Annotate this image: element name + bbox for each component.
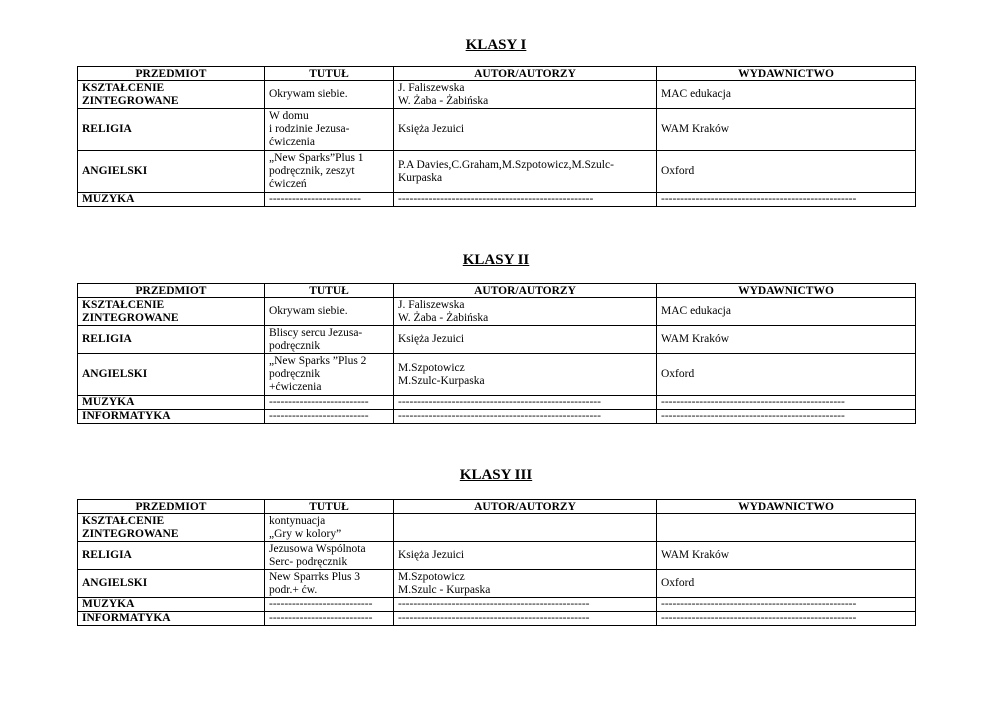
subject-cell: KSZTAŁCENIE ZINTEGROWANE bbox=[78, 81, 265, 109]
title-cell: „New Sparks ”Plus 2 podręcznik +ćwiczenia bbox=[265, 354, 394, 396]
table-header-row bbox=[78, 67, 916, 81]
author-cell: ----------------------------------------------------- bbox=[394, 396, 657, 410]
section-klasy-2 bbox=[77, 251, 915, 424]
table-header-row bbox=[78, 500, 916, 514]
book-table bbox=[77, 66, 916, 207]
section-title: KLASY I bbox=[465, 37, 527, 53]
table-row bbox=[78, 193, 916, 207]
author-cell: Księża Jezuici bbox=[394, 109, 657, 151]
subject-cell: RELIGIA bbox=[78, 109, 265, 151]
subject-cell: RELIGIA bbox=[78, 542, 265, 570]
table-row bbox=[78, 396, 916, 410]
title-cell: Okrywam siebie. bbox=[265, 298, 394, 326]
header-subject: PRZEDMIOT bbox=[78, 67, 265, 81]
section-klasy-1 bbox=[77, 36, 915, 207]
book-table bbox=[77, 499, 916, 626]
title-cell: --------------------------- bbox=[265, 612, 394, 626]
table-row bbox=[78, 410, 916, 424]
table-header-row bbox=[78, 284, 916, 298]
publisher-cell: ------------------------------------------------ bbox=[657, 410, 916, 424]
title-cell: Bliscy sercu Jezusa- podręcznik bbox=[265, 326, 394, 354]
publisher-cell: MAC edukacja bbox=[657, 81, 916, 109]
title-cell: -------------------------- bbox=[265, 410, 394, 424]
subject-cell: MUZYKA bbox=[78, 396, 265, 410]
publisher-cell: WAM Kraków bbox=[657, 109, 916, 151]
title-cell: ------------------------ bbox=[265, 193, 394, 207]
author-cell: Księża Jezuici bbox=[394, 326, 657, 354]
subject-cell: MUZYKA bbox=[78, 598, 265, 612]
author-cell: --------------------------------------------------- bbox=[394, 193, 657, 207]
publisher-cell: ------------------------------------------------ bbox=[657, 396, 916, 410]
table-row bbox=[78, 570, 916, 598]
table-row bbox=[78, 542, 916, 570]
author-cell: -------------------------------------------------- bbox=[394, 612, 657, 626]
author-cell: -------------------------------------------------- bbox=[394, 598, 657, 612]
subject-cell: INFORMATYKA bbox=[78, 410, 265, 424]
header-title: TUTUŁ bbox=[265, 500, 394, 514]
header-title: TUTUŁ bbox=[265, 67, 394, 81]
title-cell: Jezusowa Wspólnota Serc- podręcznik bbox=[265, 542, 394, 570]
author-cell: ----------------------------------------------------- bbox=[394, 410, 657, 424]
author-cell: P.A Davies,C.Graham,M.Szpotowicz,M.Szulc- Kurpaska bbox=[394, 151, 657, 193]
header-publisher: WYDAWNICTWO bbox=[657, 284, 916, 298]
title-cell: New Sparrks Plus 3 podr.+ ćw. bbox=[265, 570, 394, 598]
subject-cell: KSZTAŁCENIE ZINTEGROWANE bbox=[78, 298, 265, 326]
title-cell: -------------------------- bbox=[265, 396, 394, 410]
subject-cell: ANGIELSKI bbox=[78, 570, 265, 598]
title-cell: Okrywam siebie. bbox=[265, 81, 394, 109]
book-table bbox=[77, 283, 916, 424]
header-publisher: WYDAWNICTWO bbox=[657, 500, 916, 514]
publisher-cell: Oxford bbox=[657, 570, 916, 598]
publisher-cell: Oxford bbox=[657, 151, 916, 193]
title-cell: kontynuacja „Gry w kolory” bbox=[265, 514, 394, 542]
title-cell: W domu i rodzinie Jezusa- ćwiczenia bbox=[265, 109, 394, 151]
table-row bbox=[78, 151, 916, 193]
header-author: AUTOR/AUTORZY bbox=[394, 284, 657, 298]
header-publisher: WYDAWNICTWO bbox=[657, 67, 916, 81]
subject-cell: ANGIELSKI bbox=[78, 151, 265, 193]
header-author: AUTOR/AUTORZY bbox=[394, 500, 657, 514]
table-row bbox=[78, 598, 916, 612]
author-cell: J. Faliszewska W. Żaba - Żabińska bbox=[394, 81, 657, 109]
author-cell: M.Szpotowicz M.Szulc-Kurpaska bbox=[394, 354, 657, 396]
header-title: TUTUŁ bbox=[265, 284, 394, 298]
publisher-cell: --------------------------------------------------- bbox=[657, 598, 916, 612]
publisher-cell: MAC edukacja bbox=[657, 298, 916, 326]
subject-cell: ANGIELSKI bbox=[78, 354, 265, 396]
publisher-cell: Oxford bbox=[657, 354, 916, 396]
publisher-cell: --------------------------------------------------- bbox=[657, 612, 916, 626]
subject-cell: RELIGIA bbox=[78, 326, 265, 354]
publisher-cell bbox=[657, 514, 916, 542]
table-row bbox=[78, 354, 916, 396]
publisher-cell: WAM Kraków bbox=[657, 326, 916, 354]
subject-cell: KSZTAŁCENIE ZINTEGROWANE bbox=[78, 514, 265, 542]
header-subject: PRZEDMIOT bbox=[78, 284, 265, 298]
section-title: KLASY II bbox=[462, 252, 530, 268]
section-klasy-3 bbox=[77, 466, 915, 626]
header-subject: PRZEDMIOT bbox=[78, 500, 265, 514]
author-cell bbox=[394, 514, 657, 542]
title-cell: --------------------------- bbox=[265, 598, 394, 612]
author-cell: J. Faliszewska W. Żaba - Żabińska bbox=[394, 298, 657, 326]
author-cell: Księża Jezuici bbox=[394, 542, 657, 570]
subject-cell: INFORMATYKA bbox=[78, 612, 265, 626]
table-row bbox=[78, 109, 916, 151]
table-row bbox=[78, 326, 916, 354]
publisher-cell: WAM Kraków bbox=[657, 542, 916, 570]
table-row bbox=[78, 612, 916, 626]
subject-cell: MUZYKA bbox=[78, 193, 265, 207]
table-row bbox=[78, 81, 916, 109]
header-author: AUTOR/AUTORZY bbox=[394, 67, 657, 81]
publisher-cell: --------------------------------------------------- bbox=[657, 193, 916, 207]
table-row bbox=[78, 514, 916, 542]
section-title: KLASY III bbox=[459, 467, 533, 483]
title-cell: „New Sparks”Plus 1 podręcznik, zeszyt ćwiczeń bbox=[265, 151, 394, 193]
table-row bbox=[78, 298, 916, 326]
author-cell: M.Szpotowicz M.Szulc - Kurpaska bbox=[394, 570, 657, 598]
